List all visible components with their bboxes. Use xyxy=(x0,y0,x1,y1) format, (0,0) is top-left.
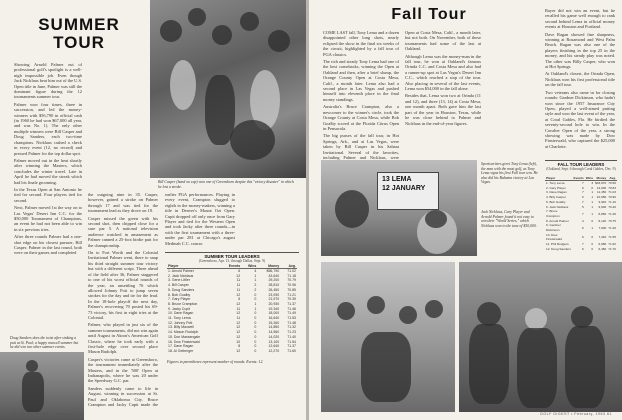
table-cell: 14,850 xyxy=(268,325,280,330)
table-cell: 5. Doug Sanders xyxy=(168,287,195,292)
table-cell: 6,450 xyxy=(598,246,607,251)
table-cell: 6 xyxy=(581,235,584,240)
table-cell: 0 xyxy=(591,218,594,223)
table-cell: 71.54 xyxy=(287,339,296,344)
table-cell: 70.83 xyxy=(608,185,616,190)
table-cell: 7 xyxy=(581,199,584,204)
table-row xyxy=(545,181,617,186)
table-cell: 71.62 xyxy=(608,242,616,247)
table-cell: 71.40 xyxy=(287,334,296,339)
left-column-2: the outgoing nine in 35. Casper, however, gained a stroke on Palmer through 17 and was tied for the tournament lead as they drove on 18. Casper missed the green with his second shot, then chipped close for a sure par 5. A national television audience watched in amazement as Palmer canned a 25-foot birdie putt for the championship. On to Fort Worth and the Colonial Invitational Palmer went, there to snap his third straight summer tour victory but with a different script. Three ahead of the field after 36, Palmer staggered to one of his worst official rounds of the year, an unsettling 76 which allowed Johnny Pott to jump seven strokes for the day and tie for the lead. In the 18-hole playoff the next day, Palmer's recovering 70 posted his 69-73 victory, his first in eight tries at the Colonial. Palmer, who played in just six of the summer tournaments, did not win again until August in Akron's American Golf Classic, where he took early with a first-hole edge over second place Mason Rudolph. Casper's victories came at Greensboro, the tournament immediately after the Masters, and in the '500' Open at Indianapolis, where he was 20 under the Speedway G.C. par. Sanders suddenly came to life in August, winning in succession at St. Paul and Oklahoma City. Bruce Crampton and Jacky Cupit made the xyxy=(88,192,158,407)
scoreboard-line-1: 13 LEMA xyxy=(382,176,412,183)
left-column-3: earlier PGA performances. Playing in every event, Crampton slugged to eighth in the money-makers, winning a title in Denver's Mount Ozi Open. Cupit dropped off only once from Gary Player and tied for the Western Open and took Jacky after three rounds—in with the first tournament with a three-under par 281 at Chicago's august Medinah C.C. course. xyxy=(165,192,235,246)
table-cell: 71.48 xyxy=(287,320,296,325)
table-cell: 7 xyxy=(581,190,584,195)
gallery-photo xyxy=(321,262,455,412)
table-cell: 1 xyxy=(591,195,594,200)
table-cell: 6. Jack Nicklaus xyxy=(546,204,569,209)
right-column-3: Rayer did not win an event, but he recalled his game well enough to rank second behind Lema in official money events at Houston and Portland. Dave Ragan showed fine sharpness, winning at Rosamond and West Palm Beach. Ragan was also one of the players finishing in the top 25 in the money, and his steady play was noted. The other was Billy Casper, who won at Hot Springs. At Oakland's closest, the Orinda Open, Nicklaus won his first professional title on the fall tour. Two veterans also came in for closing rounds: Gardner Dickinson, who hadn't won since the 1957 Insurance City Open, played a well-aimed putting style and won the last event of the year, at Coral Gables, Fla. He birdied the seventy-second hole to win. In the Cavalier Open of the year, a strong showing was made by Dow Finsterwald, who captured the $25,000 at Charlotte. xyxy=(545,8,615,149)
right-column-2: Open at Costa Mesa, Calif., a month later, but not both. On November, both of these tournaments had some of the last at Oakland. Although Lema was the money-man in the fall tour, he won at Oakland's famous Orinda C.C. and Costa Mesa and also had a runner-up spot at Las Vegas's Desert Inn C.C., which reached a stop of the tour. Also placing in several of the last events, Lema won $54,000 in the fall alone. Besides that, Lema won two at Orinda (11 and 12), and three (13, 14) at Costa Mesa, one month apart. Both gave him the last part of the year in Houston, Texas, while he was close behind to Palmer and Nicklaus in the end-of-year figures. xyxy=(405,30,481,126)
table-cell: 0 xyxy=(591,242,594,247)
table-cell: 9,940 xyxy=(598,199,607,204)
table-cell: 12 xyxy=(236,334,241,339)
table-cell: 8. Bruce Crampton xyxy=(168,301,198,306)
table-cell: 15. Don Massengale xyxy=(168,334,201,339)
table-cell: 70.40 xyxy=(608,204,616,209)
table-cell: 12 xyxy=(236,325,241,330)
table-cell: 3. Dave Ragan xyxy=(546,190,567,195)
table-cell: 13. Billy Maxwell xyxy=(168,325,194,330)
table-cell: 70.79 xyxy=(287,278,296,283)
table-cell: 11 xyxy=(236,316,241,321)
table-cell: 1 xyxy=(591,204,594,209)
scoreboard-line-2: 12 JANUARY xyxy=(382,185,426,192)
fall-tour-headline: Fall Tour xyxy=(391,6,467,23)
table-cell: 0 xyxy=(591,235,594,240)
fall-box-subtitle: (Oakland, Sept. 6 through Coral Gables, Dec. 9) xyxy=(546,167,616,171)
table-cell: 12. Doug Sanders xyxy=(546,246,571,251)
table-cell: 9,600 xyxy=(598,204,607,209)
table-cell: 2. Jack Nicklaus xyxy=(168,273,194,278)
table-cell: 20,930 xyxy=(268,301,280,306)
fall-leaders-table xyxy=(545,176,617,252)
table-cell: 21,970 xyxy=(268,297,280,302)
table-cell: 4. Bill Casper xyxy=(168,283,189,288)
table-cell: 6 xyxy=(581,225,584,230)
table-cell: 71.70 xyxy=(608,246,616,251)
summer-box-rule-top xyxy=(165,252,299,253)
table-cell: 15,260 xyxy=(268,320,280,325)
table-cell: 7. Bruce Crampton xyxy=(546,209,560,218)
table-cell: 23,930 xyxy=(268,292,280,297)
table-cell: 16. Dow Finsterwald xyxy=(168,339,200,344)
table-cell: 11 xyxy=(236,283,241,288)
sanders-photo-caption: Doug Sanders does the twist after sinking a putt at St. Paul; a happy man all summer but he did win two other summer events. xyxy=(10,336,79,350)
summer-box-title: SUMMER TOUR LEADERS xyxy=(204,254,260,259)
table-cell: 12 xyxy=(236,292,241,297)
table-row xyxy=(167,349,297,354)
table-cell: 71.60 xyxy=(287,348,296,353)
table-cell: 6. Bob Goalby xyxy=(168,292,191,297)
table-cell: 2 xyxy=(254,287,257,292)
casper-crowd-photo xyxy=(150,0,306,178)
table-cell: 10 xyxy=(236,339,241,344)
table-cell: 70.56 xyxy=(608,181,616,185)
table-cell: 11 xyxy=(236,306,241,311)
table-cell: 6 xyxy=(581,195,584,200)
table-header-cell: Events xyxy=(573,176,584,180)
table-cell: 12,270 xyxy=(268,348,280,353)
table-cell: 71.55 xyxy=(608,235,616,240)
left-column-1: Showing Arnold Palmer out of professional golf's spotlight is a well-nigh impossible job. Even though Jack Nicklaus beat him out of the U.S. Open title in June, Palmer was still the dominant figure during the 12 tournaments summer tour. Palmer won four times, three in succession, and led the money-winners with $56,790 in official cash (in 1960 he had won $67,000 all year, and was No. 1). The only other multiple winners were Bill Casper and Doug Sanders, each two-time champions. Nicklaus cashed a check in every event (12, no record) and pressed Palmer for the top dollar spot. Palmer moved out in the heat shortly after winning the Masters, which concludes the winter travel. Late in April he had moved the streak which had his finale grooming. In the Texas Open at San Antonio he tied for second. Four players tied for second. Next, Palmer moved 1st the way on to Las Vegas' Desert Inn C.C. for the $50,000 Tournament of Champions, an event he had not been able to win in six previous tries. After three rounds Palmer had a one-shot edge on his closest pursuer, Bill Casper. Palmer in the last round, both were on their games and completed xyxy=(14,62,82,256)
table-row xyxy=(545,209,617,218)
table-cell: 5. Bob Goalby xyxy=(546,199,566,204)
summer-box-note: Figures in parentheses represent number of rounds. Events: 12. xyxy=(167,360,264,364)
table-cell: 1 xyxy=(591,211,594,216)
table-cell: 71.26 xyxy=(608,211,616,216)
table-cell: 3. Gene Littler xyxy=(168,278,190,283)
table-cell: 0 xyxy=(591,246,594,251)
table-cell: 1 xyxy=(591,190,594,195)
table-header-cell: Money xyxy=(594,176,607,181)
table-cell: 4. Billy Casper xyxy=(546,195,566,200)
table-cell: 71.03 xyxy=(608,190,616,195)
table-cell: 71.53 xyxy=(287,316,296,321)
table-header-cell: Money xyxy=(257,264,280,269)
table-cell: 11 xyxy=(236,287,241,292)
right-column-1: COME LAST fall, Tony Lema and a dozen disappointed other long shots, nearly eclipsed the show in the final six weeks of the circuit, highlighted by a fall tour of PGA classics. The rich and steady Tony Lema had one of the best comebacks, winning the Open at Oakland and then, after a brief slump, the Orange County Open at Costa Mesa, Calif., a month later. Lema also had a second place in Las Vegas and pushed himself into eleventh place in the final money standings. Australia's Bruce Crampton, also a newcomer to the winner's circle, took the Orange County at Costa Mesa, while Bob Goalby scored at the Florida Citrus Open in Pensacola. The big purses of the fall tour, in Hot Springs, Ark., and at Las Vegas, were taken by Bill Casper in his Sahara Invitational. Several of the favorites, including Palmer and Nicklaus, were xyxy=(323,30,399,160)
table-cell: 11. Tony Lema xyxy=(168,316,191,321)
table-cell: 0 xyxy=(254,330,257,335)
table-cell: 7,340 xyxy=(598,235,607,240)
table-cell: 9. Jacky Cupit xyxy=(168,306,190,311)
left-page xyxy=(0,0,306,420)
table-cell: 6 xyxy=(581,246,584,251)
table-cell: 14,020 xyxy=(268,334,280,339)
table-cell: 1 xyxy=(591,199,594,204)
table-cell: 12,640 xyxy=(268,344,280,349)
table-cell: 13,100 xyxy=(268,339,280,344)
table-cell: 6,980 xyxy=(598,242,607,247)
table-cell: 71.37 xyxy=(287,301,296,306)
table-cell: 11,450 xyxy=(597,190,607,195)
table-cell: 5 xyxy=(238,297,241,302)
table-cell: 7. Gary Player xyxy=(168,297,191,302)
table-cell: 0 xyxy=(254,292,257,297)
table-header-cell: Events xyxy=(220,264,241,269)
table-cell: 28,810 xyxy=(268,283,280,288)
table-cell: 4 xyxy=(254,269,257,273)
headline-line2: TOUR xyxy=(53,33,105,52)
table-cell: 9. Gardner Dickinson xyxy=(546,223,561,233)
table-header-cell: Avg. xyxy=(607,176,617,181)
table-cell: 71.02 xyxy=(287,269,296,273)
table-cell: 71.21 xyxy=(287,292,296,297)
table-cell: 71.10 xyxy=(608,199,616,204)
table-cell: 14,560 xyxy=(268,330,280,335)
table-cell: 70.96 xyxy=(287,283,296,288)
table-cell: 3 xyxy=(591,181,594,185)
table-cell: 8,850 xyxy=(598,211,607,216)
table-cell: 1 xyxy=(254,306,257,311)
table-cell: 8 xyxy=(238,344,241,349)
table-cell: 1 xyxy=(254,273,257,278)
right-page xyxy=(309,0,622,420)
table-cell: 71.49 xyxy=(287,311,296,316)
table-cell: 1 xyxy=(254,278,257,283)
table-cell: 14. Mason Rudolph xyxy=(168,330,199,335)
lema-scoreboard-photo xyxy=(321,160,477,256)
table-cell: 8,120 xyxy=(598,218,607,223)
table-cell: 7 xyxy=(581,211,584,216)
table-cell: $33,870 xyxy=(595,181,607,185)
headline-line1: SUMMER xyxy=(38,15,120,34)
lema-photo-caption: Sportswriters greet Tony Lema (left), the man with the most golf, as Tony Lema signs his first Fall tour win. He also did his Bahama victory at Las Vegas. xyxy=(481,162,538,185)
table-header-cell: Player xyxy=(167,264,220,269)
table-cell: 11 xyxy=(236,278,241,283)
table-cell: 71.23 xyxy=(287,330,296,335)
table-cell: 19,340 xyxy=(268,306,280,311)
table-cell: 1 xyxy=(254,301,257,306)
table-cell: 71.32 xyxy=(287,325,296,330)
sanders-photo xyxy=(0,352,84,420)
table-cell: 12 xyxy=(236,273,241,278)
table-cell: 18. Al Geiberger xyxy=(168,348,194,353)
table-cell: 70.85 xyxy=(287,287,296,292)
table-cell: 0 xyxy=(254,344,257,349)
table-row xyxy=(545,200,617,205)
table-row xyxy=(545,223,617,232)
table-cell: 18,000 xyxy=(268,311,280,316)
table-cell: 12,000 xyxy=(596,185,607,190)
table-cell: 5 xyxy=(581,204,584,209)
table-cell: $56,790 xyxy=(266,269,280,273)
table-cell: 70.90 xyxy=(608,195,616,200)
table-cell: 29,200 xyxy=(268,278,280,283)
table-cell: 0 xyxy=(254,320,257,325)
casper-photo-caption: Bill Casper (hand on cap) won one of Greensboro despite this "victory disaster" in which he lost a stroke. xyxy=(158,180,294,189)
table-cell: 1. Tony Lema xyxy=(546,181,565,185)
table-cell: 7 xyxy=(581,181,584,185)
table-cell: 4 xyxy=(581,218,584,223)
table-cell: 7,900 xyxy=(598,225,607,230)
table-cell: 6 xyxy=(238,269,241,273)
table-cell: 70.39 xyxy=(287,297,296,302)
fall-box-rule-top xyxy=(545,160,617,161)
table-cell: 2 xyxy=(254,283,257,288)
table-cell: 0 xyxy=(254,297,257,302)
table-cell: 0 xyxy=(591,185,594,190)
table-cell: 1 xyxy=(591,225,594,230)
table-cell: 10,680 xyxy=(596,195,607,200)
table-cell: 0 xyxy=(254,334,257,339)
table-cell: 10. Dave Ragan xyxy=(168,311,194,316)
world-series-caption: Jack Nicklaus, Gary Player and Arnold Palmer found it not easy to win their "World Series," which Nicklaus won to the tune of $50,000. xyxy=(481,210,537,228)
table-cell: 12 xyxy=(236,330,241,335)
summer-tour-headline xyxy=(14,16,144,52)
fall-box-title: FALL TOUR LEADERS xyxy=(557,162,605,167)
table-cell: 7 xyxy=(581,242,584,247)
summer-leaders-table xyxy=(167,264,297,354)
table-cell: 0 xyxy=(254,348,257,353)
scoreboard xyxy=(377,172,439,210)
table-cell: 71.37 xyxy=(287,344,296,349)
table-cell: 2. Gary Player xyxy=(546,185,566,190)
table-cell: 11. Phil Rodgers xyxy=(546,242,569,247)
table-cell: 16,640 xyxy=(268,316,280,321)
summer-box-subtitle: (Greensboro, Apr. 13, through Dallas, Sept. 9) xyxy=(198,259,266,263)
table-cell: 71.46 xyxy=(287,306,296,311)
table-cell: 17. Dave Ragan xyxy=(168,344,194,349)
table-cell: 8. Arnold Palmer xyxy=(546,218,569,223)
table-cell: 12 xyxy=(236,311,241,316)
table-cell: 12 xyxy=(236,301,241,306)
table-cell: 6 xyxy=(581,185,584,190)
table-cell: 70.75 xyxy=(608,218,616,223)
world-series-photo xyxy=(459,262,622,412)
table-cell: 1. Arnold Palmer xyxy=(168,269,194,273)
table-cell: 43,640 xyxy=(268,273,280,278)
table-cell: 12 xyxy=(236,320,241,325)
table-cell: 0 xyxy=(254,325,257,330)
table-header-cell: Avg. xyxy=(280,264,297,269)
right-page-footer: GOLF DIGEST • February, 1963 61 xyxy=(540,412,612,416)
table-row xyxy=(545,247,617,252)
table-cell: 0 xyxy=(254,339,257,344)
table-header-cell: Wins xyxy=(585,176,594,180)
table-header-cell: Wins xyxy=(241,264,257,269)
table-header-cell: Player xyxy=(545,176,573,181)
left-page-footer: 60 GOLF DIGEST • February, 1963 xyxy=(12,412,84,416)
table-cell: 12 xyxy=(236,348,241,353)
table-cell: 26,450 xyxy=(268,287,280,292)
table-cell: 71.40 xyxy=(608,225,616,230)
table-cell: 0 xyxy=(254,311,257,316)
table-cell: 12. Johnny Pott xyxy=(168,320,193,325)
table-cell: 0 xyxy=(254,316,257,321)
table-cell: 71.18 xyxy=(287,273,296,278)
table-row xyxy=(545,233,617,242)
table-cell: 10. Dow Finsterwald xyxy=(546,232,562,242)
